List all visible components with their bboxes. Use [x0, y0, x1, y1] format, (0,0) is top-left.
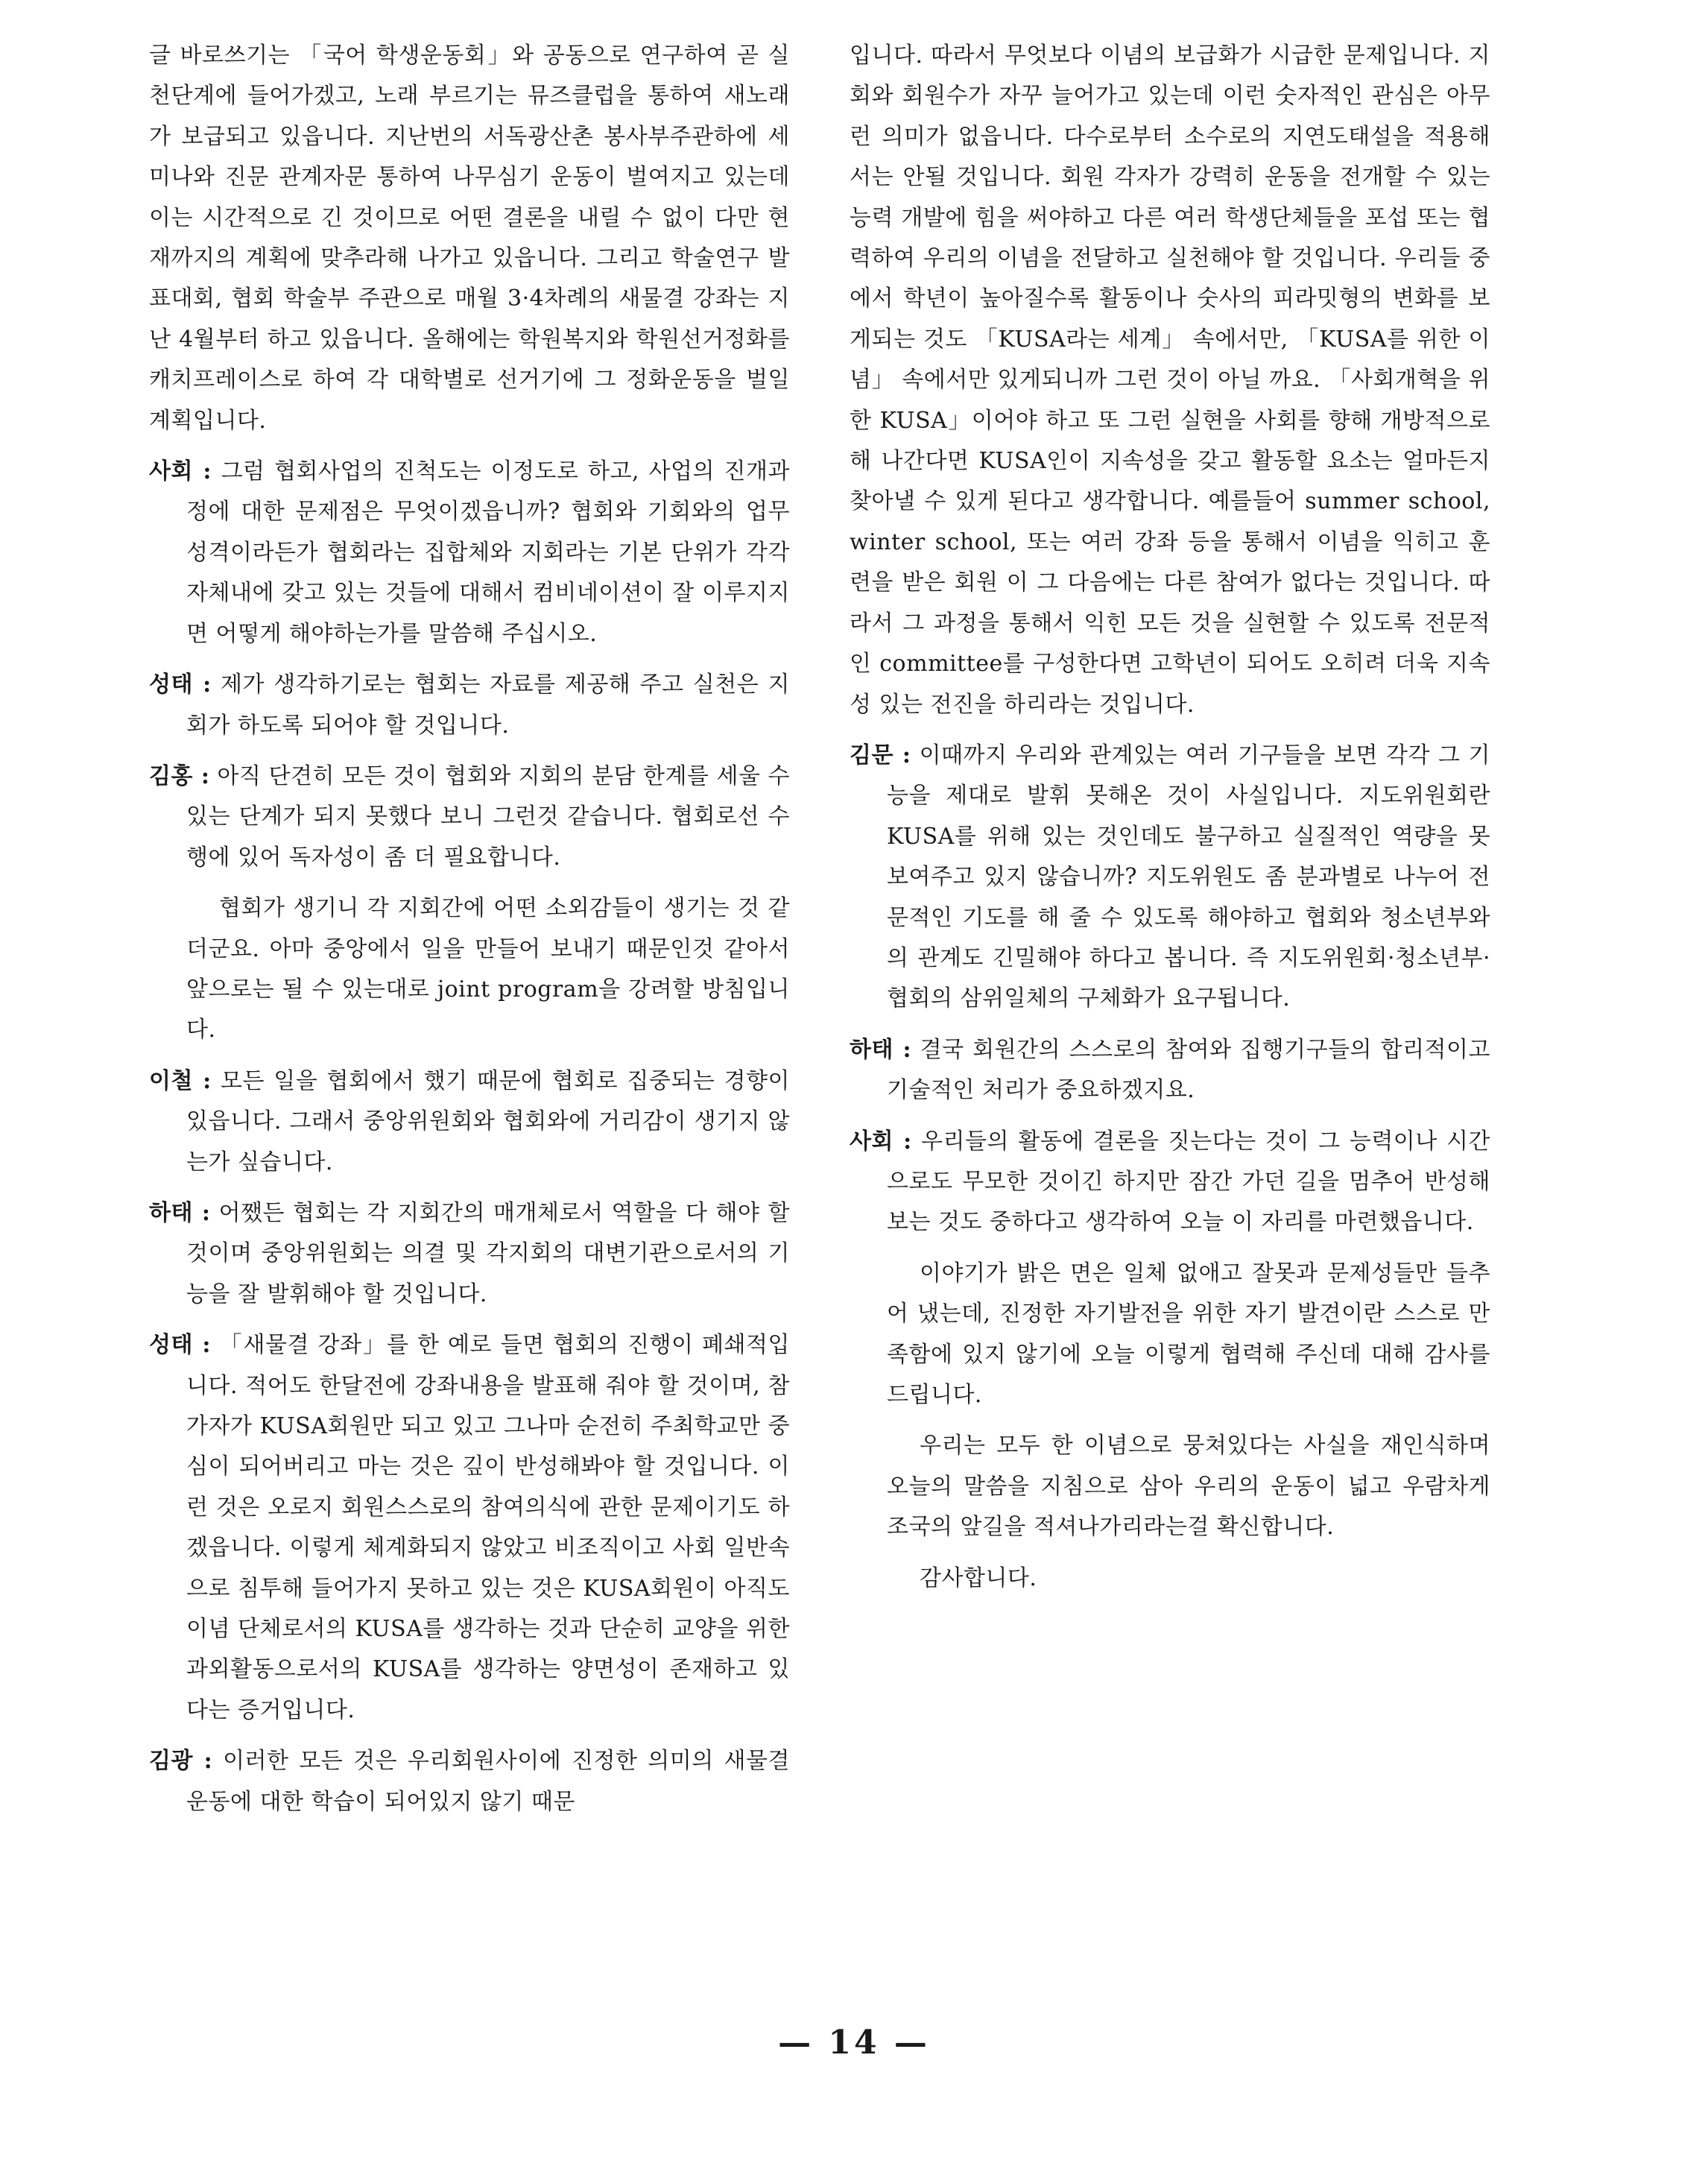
paragraph-r2	[850, 1030, 1490, 1111]
paragraph-text: 우리는 모두 한 이념으로 뭉쳐있다는 사실을 재인식하며 오늘의 말씀을 지침으로 삼아 우리의 운동이 넓고 우람차게 조국의 앞길을 적셔나가리라는걸 확신합니다.	[887, 1433, 1490, 1541]
paragraph-text: 협회가 생기니 각 지회간에 어떤 소외감들이 생기는 것 같더군요. 아마 중앙에서 일을 만들어 보내기 때문인것 같아서 앞으로는 될 수 있는대로 joint program을 강려할 방침입니다.	[186, 895, 790, 1044]
paragraph-l6	[149, 1193, 790, 1315]
paragraph-r6	[850, 1559, 1490, 1599]
paragraph-r4	[850, 1254, 1490, 1416]
paragraph-l0	[149, 36, 790, 441]
paragraph-text: 이야기가 밝은 면은 일체 없애고 잘못과 문제성들만 들추어 냈는데, 진정한 자기발전을 위한 자기 발견이란 스스로 만족함에 있지 않기에 오늘 이렇게 협력해 주신데 대해 감사를 드립니다.	[887, 1260, 1490, 1408]
paragraph-text: 제가 생각하기로는 협회는 자료를 제공해 주고 실천은 지회가 하도록 되어야 할 것입니다.	[186, 672, 790, 739]
paragraph-l7	[149, 1325, 790, 1731]
speaker-label: 성태 :	[149, 672, 212, 698]
speaker-label: 하태 :	[149, 1199, 211, 1226]
speaker-label: 사회 :	[850, 1128, 912, 1155]
paragraph-l1	[149, 452, 790, 654]
paragraph-l8	[149, 1741, 790, 1822]
paragraph-text: 이때까지 우리와 관계있는 여러 기구들을 보면 각각 그 기능을 제대로 발휘 못해온 것이 사실입니다. 지도위원회란 KUSA를 위해 있는 것인데도 불구하고 실질적인 역량을 못 보여주고 있지 않습니까? 지도위원도 좀 분과별로 나누어 전문적인 기도를 해 줄 수 있도록 해야하고 협회와 청소년부와의 관계도 긴밀해야 하다고 봅니다. 즉 지도위원회·청소년부·협회의 삼위일체의 구체화가 요구됩니다.	[887, 742, 1490, 1012]
speaker-label: 김문 :	[850, 742, 911, 768]
paragraph-l3	[149, 757, 790, 878]
paragraph-text: 우리들의 활동에 결론을 짓는다는 것이 그 능력이나 시간으로도 무모한 것이긴 하지만 잠간 가던 길을 멈추어 반성해 보는 것도 중하다고 생각하여 오늘 이 자리를 마련했읍니다.	[887, 1128, 1490, 1236]
paragraph-text: 입니다. 따라서 무엇보다 이념의 보급화가 시급한 문제입니다. 지회와 회원수가 자꾸 늘어가고 있는데 이런 숫자적인 관심은 아무런 의미가 없읍니다. 다수로부터 소수로의 지연도태설을 적용해서는 안될 것입니다. 회원 각자가 강력히 운동을 전개할 수 있는 능력 개발에 힘을 써야하고 다른 여러 학생단체들을 포섭 또는 협력하여 우리의 이념을 전달하고 실천해야 할 것입니다. 우리들 중에서 학년이 높아질수록 활동이나 숫사의 피라밋형의 변화를 보게되는 것도 「KUSA라는 세계」 속에서만, 「KUSA를 위한 이념」 속에서만 있게되니까 그런 것이 아닐 까요. 「사회개혁을 위한 KUSA」이어야 하고 또 그런 실현을 사회를 향해 개방적으로 해 나간다면 KUSA인이 지속성을 갖고 활동할 요소는 얼마든지 찾아낼 수 있게 된다고 생각합니다. 예를들어 summer school, winter school, 또는 여러 강좌 등을 통해서 이념을 익히고 훈련을 받은 회원 이 그 다음에는 다른 참여가 없다는 것입니다. 따라서 그 과정을 통해서 익힌 모든 것을 실현할 수 있도록 전문적인 committee를 구성한다면 고학년이 되어도 오히려 더욱 지속성 있는 전진을 하리라는 것입니다.	[850, 42, 1490, 718]
speaker-label: 김홍 :	[149, 763, 210, 789]
speaker-label: 하태 :	[850, 1036, 912, 1063]
paragraph-l4	[149, 888, 790, 1051]
paragraph-r1	[850, 736, 1490, 1020]
paragraph-r0	[850, 36, 1490, 725]
speaker-label: 김광 :	[149, 1748, 213, 1775]
paragraph-text: 그럼 협회사업의 진척도는 이정도로 하고, 사업의 진개과정에 대한 문제점은 무엇이겠읍니까? 협회와 기회와의 업무성격이라든가 협회라는 집합체와 지회라는 기본 단위가 각각 자체내에 갖고 있는 것들에 대해서 컴비네이션이 잘 이루지지면 어떻게 해야하는가를 말씀해 주십시오.	[186, 458, 790, 647]
speaker-label: 성태 :	[149, 1332, 211, 1359]
paragraph-text: 「새물결 강좌」를 한 예로 들면 협회의 진행이 폐쇄적입니다. 적어도 한달전에 강좌내용을 발표해 줘야 할 것이며, 참가자가 KUSA회원만 되고 있고 그나마 순전히 주최학교만 중심이 되어버리고 마는 것은 깊이 반성해봐야 할 것입니다. 이런 것은 오로지 회원스스로의 참여의식에 관한 문제이기도 하겠읍니다. 이렇게 체계화되지 않았고 비조직이고 사회 일반속으로 침투해 들어가지 못하고 있는 것은 KUSA회원이 아직도 이념 단체로서의 KUSA를 생각하는 것과 단순히 교양을 위한 과외활동으로서의 KUSA를 생각하는 양면성이 존재하고 있다는 증거입니다.	[186, 1332, 790, 1723]
page-number: — 14 —	[778, 2024, 930, 2062]
paragraph-l2	[149, 665, 790, 746]
paragraph-text: 어쨌든 협회는 각 지회간의 매개체로서 역할을 다 해야 할 것이며 중앙위원회는 의결 및 각지회의 대변기관으로서의 기능을 잘 발휘해야 할 것입니다.	[186, 1199, 790, 1307]
paragraph-text: 아직 단견히 모든 것이 협회와 지회의 분담 한계를 세울 수 있는 단계가 되지 못했다 보니 그런것 같습니다. 협회로선 수행에 있어 독자성이 좀 더 필요합니다.	[186, 763, 790, 871]
speaker-label: 이철 :	[149, 1067, 212, 1094]
paragraph-l5	[149, 1061, 790, 1183]
paragraph-text: 이러한 모든 것은 우리회원사이에 진정한 의미의 새물결 운동에 대한 학습이 되어있지 않기 때문	[186, 1748, 790, 1815]
right-column	[850, 36, 1490, 1609]
paragraph-text: 모든 일을 협회에서 했기 때문에 협회로 집중되는 경향이있읍니다. 그래서 중앙위원회와 협회와에 거리감이 생기지 않는가 싶습니다.	[186, 1067, 790, 1175]
paragraph-text: 글 바로쓰기는 「국어 학생운동회」와 공동으로 연구하여 곧 실천단계에 들어가겠고, 노래 부르기는 뮤즈클럽을 통하여 새노래가 보급되고 있읍니다. 지난번의 서독광산촌 봉사부주관하에 세미나와 진문 관계자문 통하여 나무심기 운동이 벌여지고 있는데 이는 시간적으로 긴 것이므로 어떤 결론을 내릴 수 없이 다만 현재까지의 계획에 맞추라해 나가고 있읍니다. 그리고 학술연구 발표대회, 협회 학술부 주관으로 매월 3·4차례의 새물결 강좌는 지난 4월부터 하고 있읍니다. 올해에는 학원복지와 학원선거정화를 캐치프레이스로 하여 각 대학별로 선거기에 그 정화운동을 벌일 계획입니다.	[149, 42, 790, 434]
speaker-label: 사회 :	[149, 458, 212, 485]
paragraph-r3	[850, 1122, 1490, 1243]
left-column	[149, 36, 790, 1833]
paragraph-r5	[850, 1426, 1490, 1547]
paragraph-text: 감사합니다.	[920, 1565, 1037, 1591]
paragraph-text: 결국 회원간의 스스로의 참여와 집행기구들의 합리적이고 기술적인 처리가 중요하겠지요.	[887, 1036, 1490, 1104]
